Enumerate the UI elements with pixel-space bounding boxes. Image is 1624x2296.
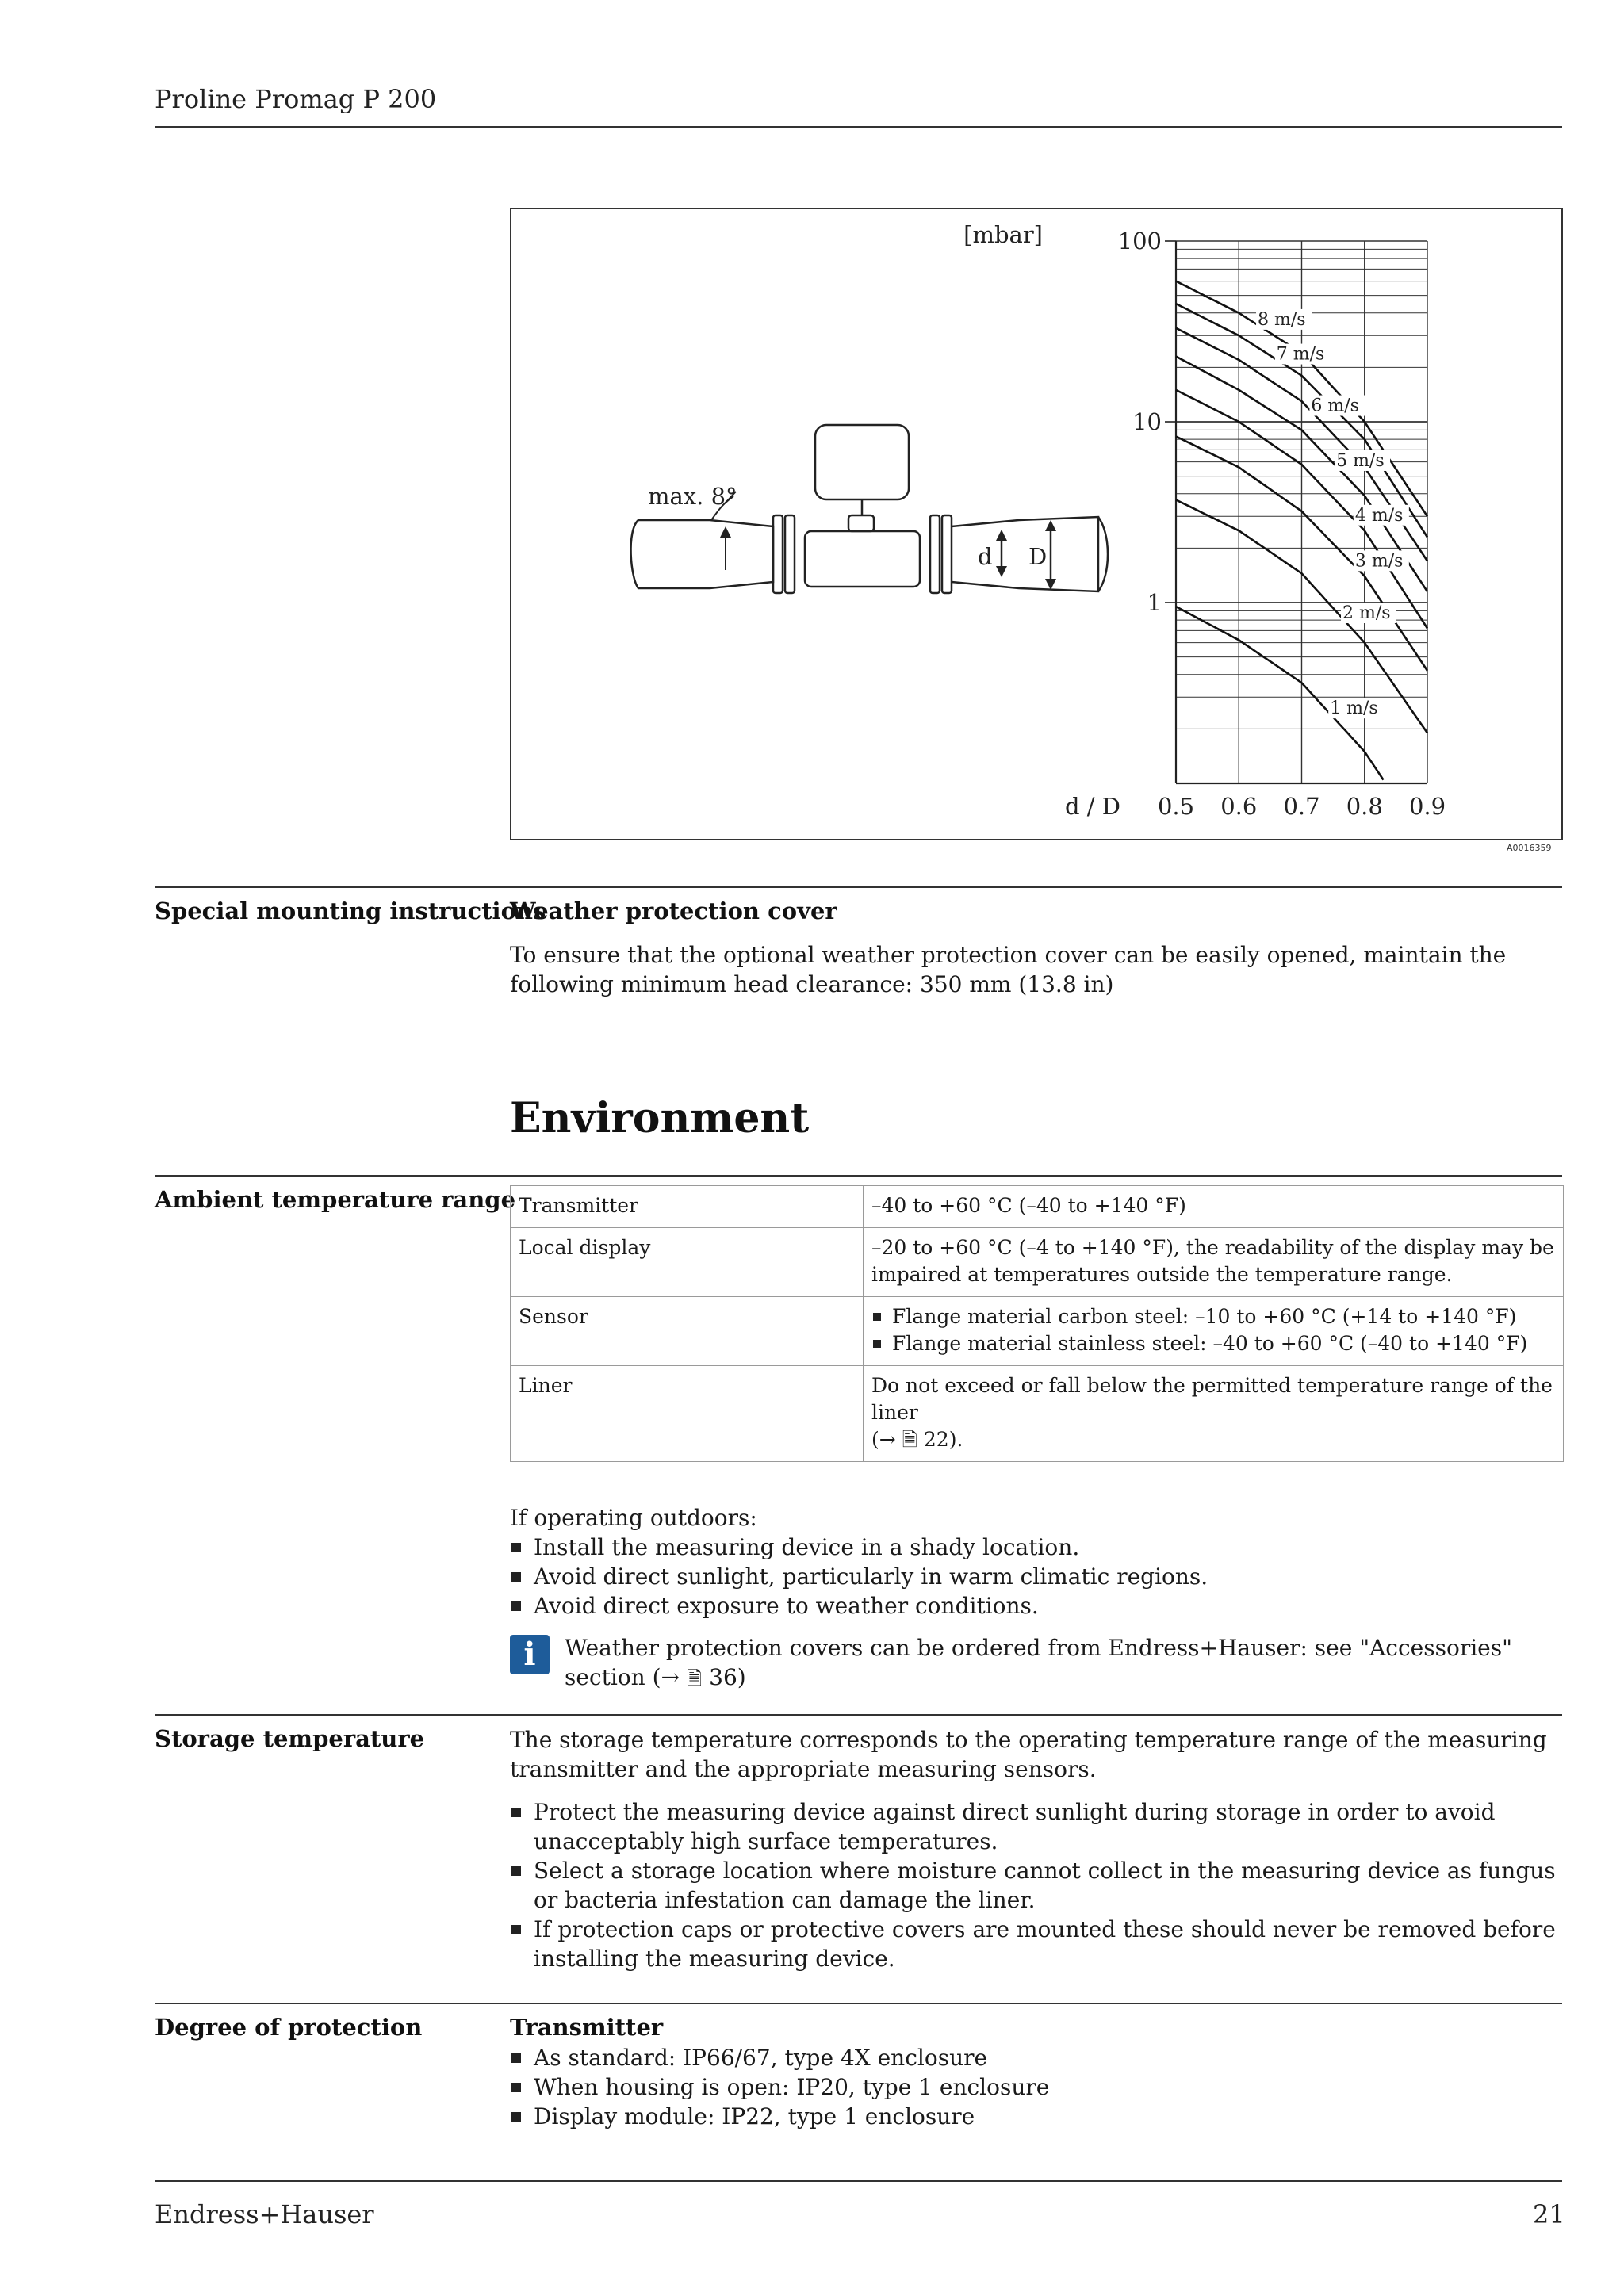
ref-page: 22). [923,1428,963,1451]
x-tick-label: 0.7 [1283,793,1320,820]
ambient-label: Ambient temperature range [155,1186,516,1213]
liner-text: Do not exceed or fall below the permitted temperature range of the liner [871,1374,1553,1424]
left-flange-b [785,515,795,593]
protection-label: Degree of protection [155,2014,423,2041]
row-value: –20 to +60 °C (–4 to +140 °F), the readability of the display may be impaired at temperatures outside the temperature range. [864,1228,1564,1297]
outdoor-intro: If operating outdoors: [510,1505,757,1531]
transmitter-housing [815,425,909,499]
series-label: 6 m/s [1311,396,1359,416]
row-name: Transmitter [511,1186,864,1228]
page-ref-icon: 🗎 [902,1429,917,1451]
y-tick-label: 100 [1117,228,1162,254]
series-label: 3 m/s [1354,551,1404,572]
table-row [511,1366,1564,1462]
weather-cover-text: To ensure that the optional weather protection cover can be easily opened, maintain the following minimum head clearance: 350 mm (13.8 in) [510,942,1507,997]
weather-cover-title: Weather protection cover [510,897,837,924]
row-name: Local display [511,1228,864,1297]
list-item: When housing is open: IP20, type 1 enclosure [510,2072,1565,2102]
list-item: Select a storage location where moisture cannot collect in the measuring device as fungus or bacteria infestation can damage the liner. [510,1856,1565,1915]
list-item: Protect the measuring device against direct sunlight during storage in order to avoid unacceptably high surface temperatures. [510,1797,1565,1856]
header-rule [155,126,1562,128]
series-label: 7 m/s [1276,344,1325,365]
list-item: If protection caps or protective covers are mounted these should never be removed before installing the measuring device. [510,1915,1565,1973]
sensor-body [805,531,920,587]
ambient-temperature-table [510,1185,1564,1462]
right-flange-b [942,515,952,593]
special-mounting-label: Special mounting instructions [155,897,546,924]
right-pipe-outline [952,517,1098,591]
storage-label: Storage temperature [155,1725,425,1752]
row-name: Liner [511,1366,864,1462]
right-pipe-end [1098,517,1108,591]
D-label: D [1028,543,1048,570]
left-pipe-outline [638,520,773,588]
ref-arrow: (→ [871,1428,896,1451]
series-label: 5 m/s [1336,450,1385,471]
left-flange-a [773,515,783,593]
footer-company: Endress+Hauser [155,2199,374,2229]
protection-bullets [510,2043,1565,2131]
x-tick-label: 0.6 [1220,793,1258,820]
row-value-bullets [864,1297,1564,1366]
y-tick-label: 10 [1132,408,1162,435]
series-label: 8 m/s [1258,309,1306,330]
series-label: 4 m/s [1354,505,1404,526]
row-value [864,1366,1564,1462]
series-line [1176,607,1384,780]
figure-id: A0016359 [1507,843,1552,853]
pressure-loss-figure [510,208,1563,840]
table-row [511,1228,1564,1297]
x-tick-label: 0.5 [1157,793,1195,820]
x-tick-label: 0.8 [1346,793,1383,820]
max-angle-label: max. 8° [648,483,737,510]
note-page[interactable]: 36) [709,1664,746,1690]
outdoor-bullets [510,1533,1565,1621]
right-flange-a [930,515,940,593]
environment-heading: Environment [510,1094,810,1142]
section-rule-storage [155,1714,1562,1716]
section-rule-ambient [155,1175,1562,1177]
d-label: d [978,543,993,570]
list-item: Avoid direct sunlight, particularly in warm climatic regions. [510,1562,1565,1591]
footer-page-number: 21 [1533,2199,1565,2229]
weather-cover-note [565,1633,1564,1693]
info-icon: i [510,1635,550,1674]
y-tick-label: 1 [1147,589,1162,616]
series-label: 1 m/s [1330,698,1378,719]
table-row [511,1297,1564,1366]
table-row [511,1186,1564,1228]
list-item: As standard: IP66/67, type 4X enclosure [510,2043,1565,2072]
list-item: Flange material stainless steel: –40 to +60 °C (–40 to +140 °F) [871,1330,1555,1357]
row-name: Sensor [511,1297,864,1366]
protection-title: Transmitter [510,2014,664,2041]
list-item: Flange material carbon steel: –10 to +60 °C (+14 to +140 °F) [871,1303,1555,1330]
chart-labels [1118,228,1446,820]
left-pipe-end [631,520,638,588]
pressure-loss-svg [511,209,1561,839]
section-rule-protection [155,2003,1562,2004]
page-header-title: Proline Promag P 200 [155,84,437,114]
liner-ref[interactable] [871,1426,1555,1453]
chart-y-axis-title: [mbar] [963,221,1043,248]
list-item: Avoid direct exposure to weather conditions. [510,1591,1565,1621]
storage-bullets [510,1797,1565,1973]
x-tick-label: 0.9 [1408,793,1446,820]
note-text: Weather protection covers can be ordered from Endress+Hauser: see "Accessories" section (→ [565,1635,1512,1690]
row-value: –40 to +60 °C (–40 to +140 °F) [864,1186,1564,1228]
page-ref-icon: 🗎 [686,1667,703,1689]
list-item: Install the measuring device in a shady location. [510,1533,1565,1562]
sensor-neck [848,515,874,531]
chart-x-axis-title: d / D [1064,793,1120,820]
list-item: Display module: IP22, type 1 enclosure [510,2102,1565,2131]
footer-rule [155,2180,1562,2182]
series-label: 2 m/s [1342,603,1391,624]
section-rule-mounting [155,886,1562,888]
storage-text: The storage temperature corresponds to the operating temperature range of the measuring transmitter and the appropriate measuring sensors. [510,1727,1547,1782]
